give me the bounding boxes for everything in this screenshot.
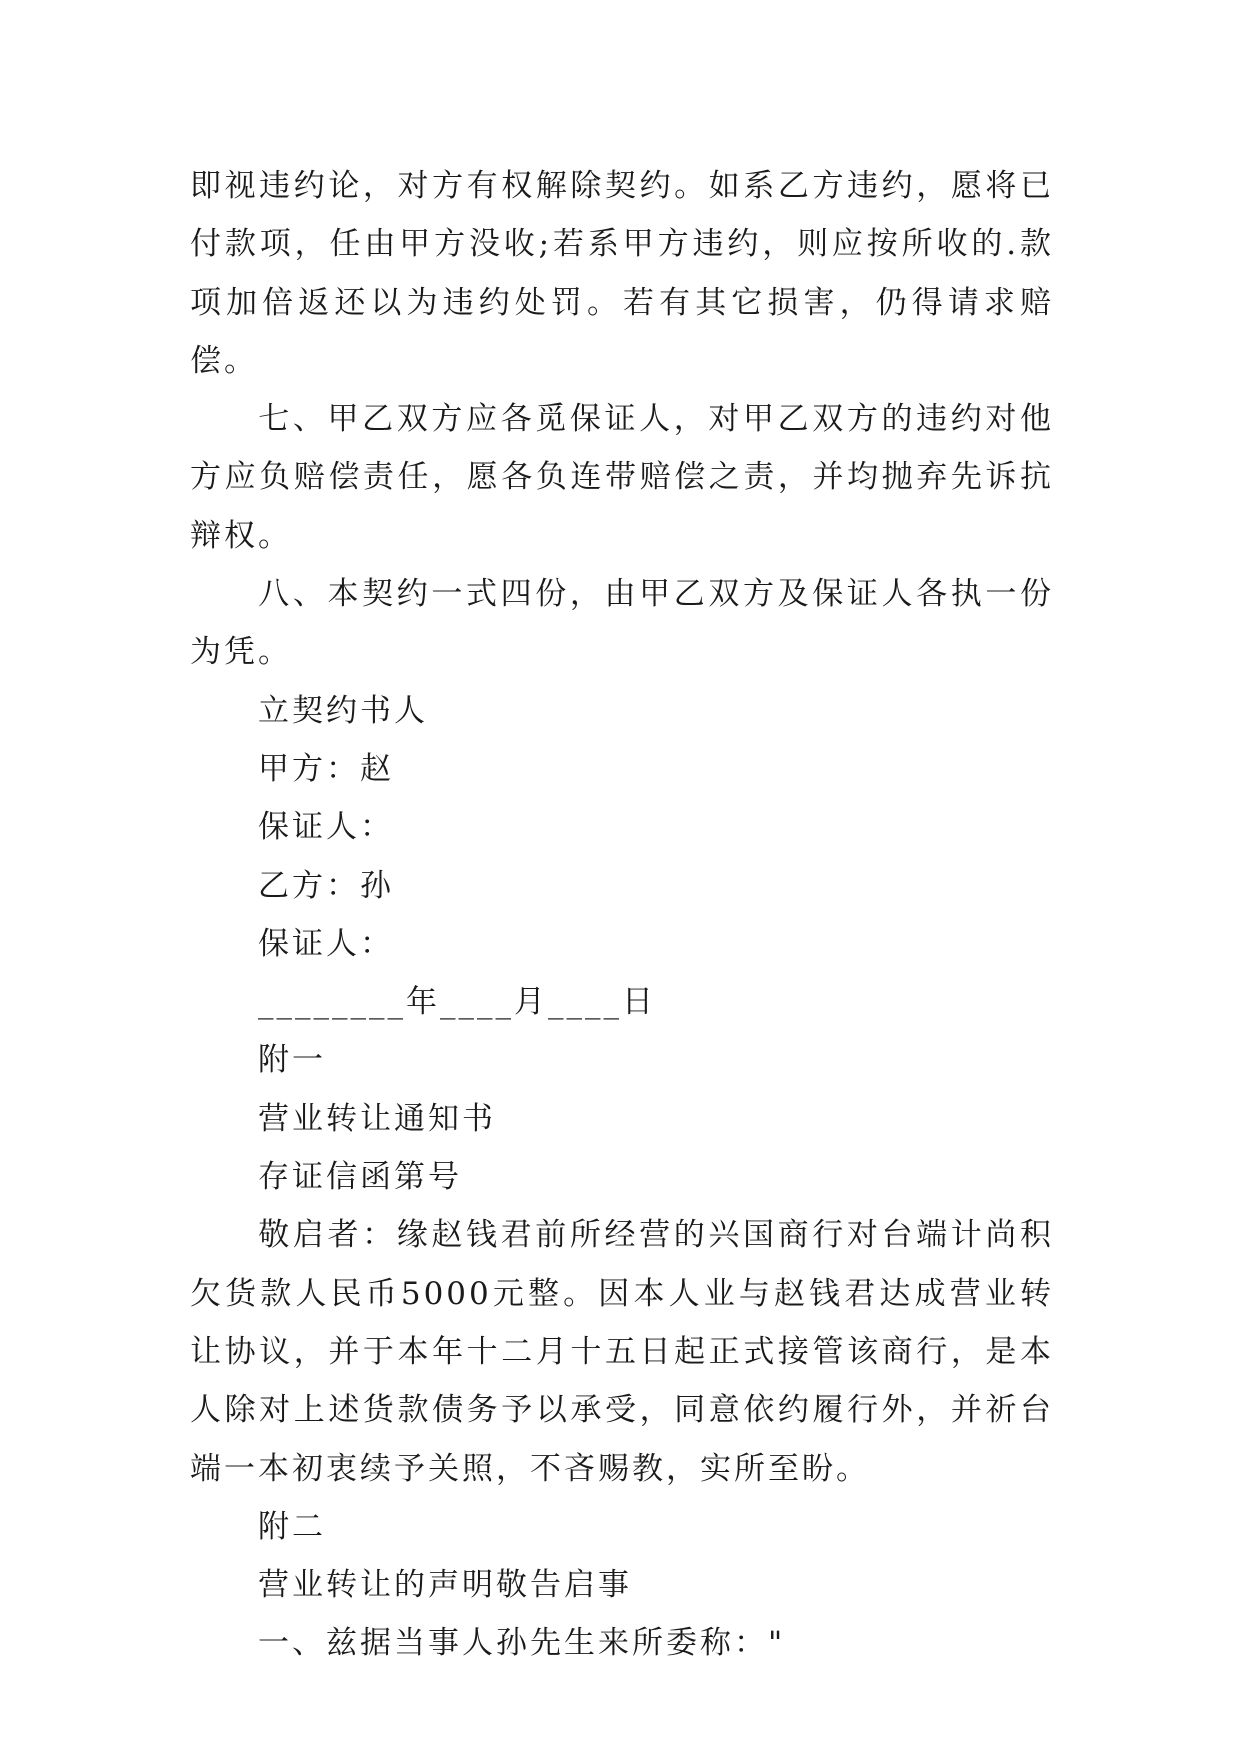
date-line: ________年____月____日 bbox=[258, 984, 656, 1021]
clause-seven-paragraph: 七、甲乙双方应各觅保证人，对甲乙双方的违约对他方应负赔偿责任，愿各负连带赔偿之责，并均抛弃先诉抗辩权。 bbox=[190, 401, 1054, 554]
guarantor-b-line: 保证人： bbox=[258, 925, 394, 962]
appendix-one-title: 营业转让通知书 bbox=[258, 1100, 496, 1137]
breach-clause-paragraph: 即视违约论，对方有权解除契约。如系乙方违约，愿将已付款项，任由甲方没收;若系甲方违约，则应按所收的.款项加倍返还以为违约处罚。若有其它损害，仍得请求赔偿。 bbox=[190, 168, 1054, 379]
appendix-one-body: 敬启者：缘赵钱君前所经营的兴国商行对台端计尚积欠货款人民币5000元整。因本人业与赵钱君达成营业转让协议，并于本年十二月十五日起正式接管该商行，是本人除对上述货款债务予以承受，同意依约履行外，并祈台端一本初衷续予关照，不吝赐教，实所至盼。 bbox=[190, 1217, 1054, 1487]
party-a-line: 甲方：赵 bbox=[258, 750, 394, 787]
guarantor-a-line: 保证人： bbox=[258, 809, 394, 846]
party-b-line: 乙方：孙 bbox=[258, 867, 394, 904]
appendix-one-reference: 存证信函第号 bbox=[258, 1159, 462, 1196]
clause-eight-paragraph: 八、本契约一式四份，由甲乙双方及保证人各执一份为凭。 bbox=[190, 576, 1054, 671]
signatories-heading: 立契约书人 bbox=[258, 692, 428, 729]
appendix-two-title: 营业转让的声明敬告启事 bbox=[258, 1567, 632, 1604]
appendix-two-first-item: 一、兹据当事人孙先生来所委称：" bbox=[258, 1625, 786, 1662]
appendix-one-label: 附一 bbox=[258, 1042, 326, 1079]
document-page bbox=[190, 157, 1054, 1673]
appendix-two-label: 附二 bbox=[258, 1508, 326, 1545]
